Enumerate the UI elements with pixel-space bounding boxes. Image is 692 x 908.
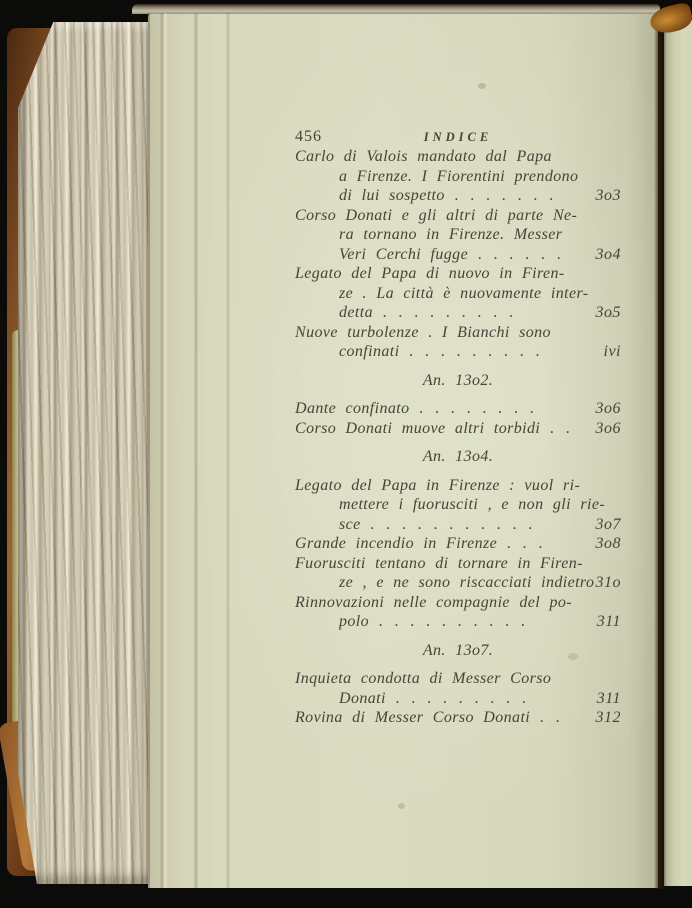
folio-number: 456 — [295, 128, 322, 145]
entry-text: Corso Donati e gli altri di parte Ne- — [295, 206, 578, 224]
dot-leader: . . — [550, 419, 571, 437]
index-entry — [295, 399, 621, 419]
entry-text: Nuove turbolenze . I Bianchi sono — [295, 323, 551, 341]
foxing-spot — [398, 803, 405, 809]
entry-text: Inquieta condotta di Messer Corso — [295, 670, 552, 687]
index-entry — [295, 593, 621, 632]
entry-line — [295, 147, 621, 167]
index-body — [295, 147, 621, 728]
foxing-spot — [478, 83, 486, 89]
dot-leader: . . . — [507, 535, 544, 552]
dot-leader: . . . . . . — [478, 245, 562, 263]
index-entry — [295, 264, 621, 323]
entry-line — [295, 689, 621, 709]
entry-text: Fuorusciti tentano di tornare in Firen- — [295, 554, 583, 572]
entry-text: detta — [339, 304, 373, 321]
entry-text: a Firenze. I Fiorentini prendono — [339, 167, 579, 185]
index-entry — [295, 708, 621, 728]
entry-text: Veri Cerchi fugge — [339, 245, 469, 263]
index-entry — [295, 669, 621, 708]
entry-text: Dante confinato — [295, 400, 410, 417]
index-entry — [295, 554, 621, 593]
index-entry — [295, 534, 621, 554]
entry-text: Legato del Papa di nuovo in Firen- — [295, 265, 565, 282]
page-creases — [148, 13, 258, 888]
book-page — [148, 13, 658, 888]
entry-text: confinati — [339, 343, 400, 360]
entry-line — [295, 573, 621, 593]
entry-text: sce — [339, 515, 361, 533]
entry-text: Carlo di Valois mandato dal Papa — [295, 148, 552, 165]
entry-line — [295, 515, 621, 535]
entry-line — [295, 495, 621, 515]
page-edges-texture — [18, 22, 154, 884]
year-heading: An. 13o2. — [422, 371, 494, 389]
dot-leader: . . . . . . . . . . — [379, 613, 526, 630]
page-ref: 3o7 — [595, 515, 621, 533]
index-entry — [295, 419, 621, 439]
page-ref: 31o — [595, 574, 621, 591]
entry-line — [295, 167, 621, 187]
entry-line — [295, 225, 621, 245]
page-ref: 311 — [596, 689, 621, 707]
entry-line — [295, 323, 621, 343]
dot-leader: . . . . . . . . — [419, 400, 535, 417]
page-ref: 3o6 — [595, 400, 621, 417]
entry-text: ra tornano in Firenze. Messer — [339, 226, 563, 243]
entry-text: Rinnovazioni nelle compagnie del po- — [295, 593, 573, 611]
entry-text: mettere i fuorusciti , e non gli rie- — [339, 496, 606, 513]
entry-line — [295, 534, 621, 554]
dot-leader: . . . . . . . . . — [395, 689, 527, 707]
entry-text: ze , e ne sono riscacciati indietro — [339, 574, 595, 591]
entry-text: Legato del Papa in Firenze : vuol ri- — [295, 476, 581, 494]
page-ref: 3o6 — [595, 419, 621, 437]
dot-leader: . . . . . . . — [454, 187, 554, 204]
page-ref: 3o4 — [595, 245, 621, 263]
page-header-row — [295, 127, 621, 147]
entry-text: di lui sospetto — [339, 187, 445, 204]
entry-line — [295, 303, 621, 323]
gutter-shadow — [654, 13, 666, 889]
page-ref: 312 — [595, 709, 621, 726]
entry-line — [295, 245, 621, 265]
facing-page-sliver — [664, 20, 692, 886]
dot-leader: . . . . . . . . . — [409, 343, 541, 360]
entry-text: Rovina di Messer Corso Donati — [295, 709, 531, 726]
entry-text: Corso Donati muove altri torbidi — [295, 419, 541, 437]
entry-text: Grande incendio in Firenze — [295, 535, 498, 552]
index-entry — [295, 147, 621, 206]
page-ref: 3o3 — [595, 187, 621, 204]
printed-text-column — [295, 127, 621, 728]
year-heading: An. 13o4. — [422, 448, 494, 465]
index-entry — [295, 206, 621, 265]
entry-line — [295, 206, 621, 226]
running-head: INDICE — [423, 130, 493, 144]
dot-leader: . . . . . . . . . . . — [370, 515, 534, 533]
entry-line — [295, 554, 621, 574]
page-ref: 311 — [596, 613, 621, 630]
entry-line — [295, 399, 621, 419]
index-entry — [295, 323, 621, 362]
entry-text: Donati — [339, 689, 386, 707]
dot-leader: . . . . . . . . . — [383, 304, 514, 321]
page-ref: 3o8 — [595, 535, 621, 552]
dot-leader: . . — [540, 709, 561, 726]
entry-line — [295, 708, 621, 728]
entry-text: ze . La città è nuovamente inter- — [339, 284, 589, 302]
entry-line — [295, 476, 621, 496]
entry-line — [295, 593, 621, 613]
entry-line — [295, 342, 621, 362]
year-heading: An. 13o7. — [422, 641, 494, 659]
entry-line — [295, 186, 621, 206]
entry-line — [295, 264, 621, 284]
entry-line — [295, 419, 621, 439]
entry-text: polo — [339, 613, 370, 630]
page-ref: 3o5 — [595, 304, 621, 321]
entry-line — [295, 612, 621, 632]
entry-line — [295, 284, 621, 304]
page-ref: ivi — [603, 343, 621, 360]
index-entry — [295, 476, 621, 535]
entry-line — [295, 669, 621, 689]
